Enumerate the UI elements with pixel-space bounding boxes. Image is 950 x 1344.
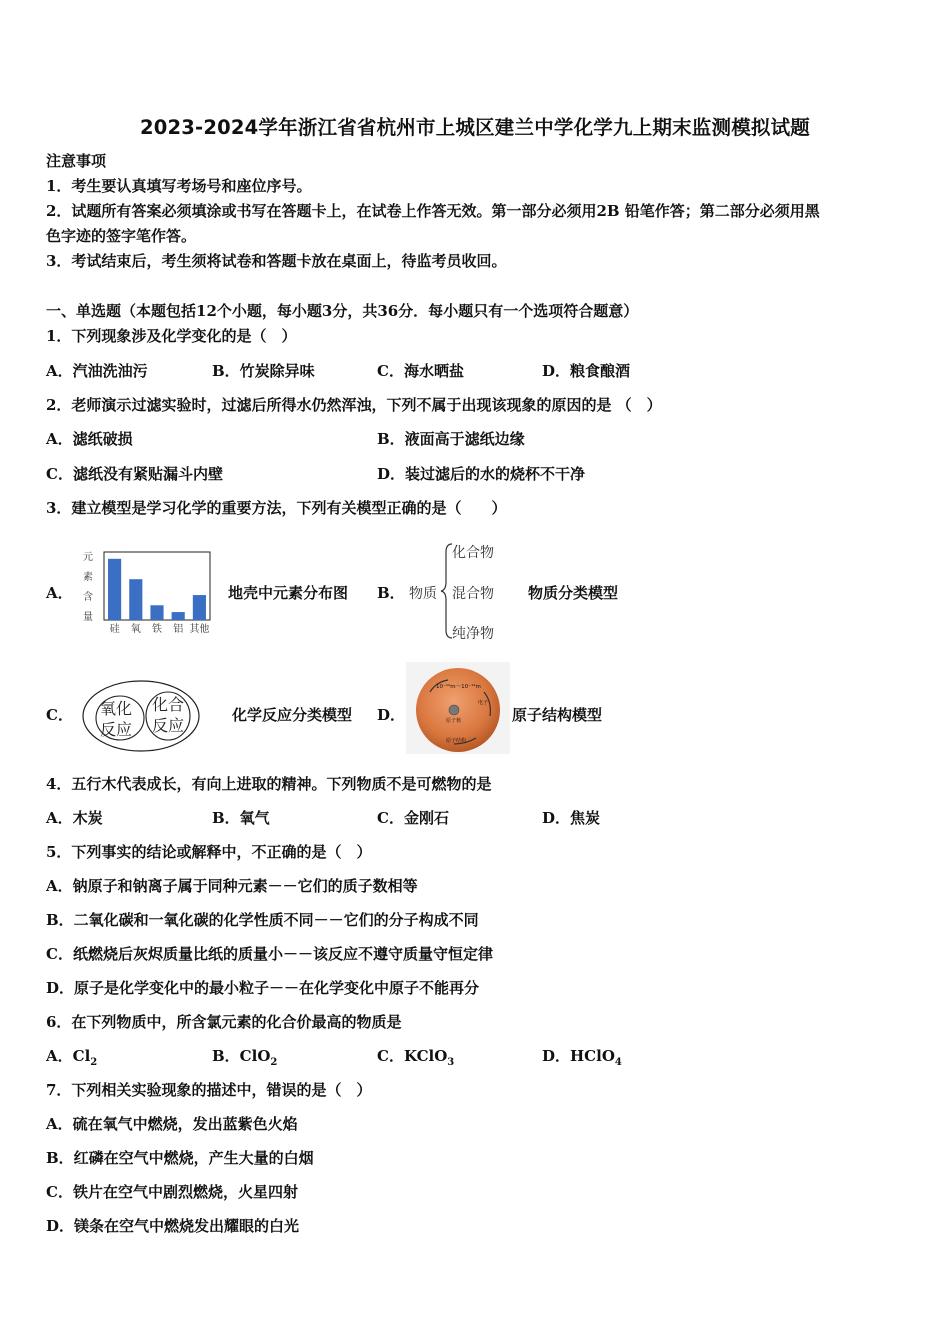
venn-right-label: 化合 反应 bbox=[152, 695, 185, 735]
q4-option-d: D．焦炭 bbox=[542, 809, 601, 827]
q5-option-c: C．纸燃烧后灰烬质量比纸的质量小－－该反应不遵守质量守恒定律 bbox=[46, 945, 493, 963]
q7-option-c: C．铁片在空气中剧烈燃烧，火星四射 bbox=[46, 1183, 298, 1201]
bar-铝 bbox=[172, 612, 185, 620]
nucleus-icon bbox=[449, 705, 459, 715]
x-tick-label: 硅 bbox=[109, 624, 120, 635]
q3-b-branch-2: 混合物 bbox=[452, 586, 494, 602]
q1-option-d: D．粮食酿酒 bbox=[542, 362, 631, 380]
q5-option-d: D．原子是化学变化中的最小粒子－－在化学变化中原子不能再分 bbox=[46, 979, 480, 997]
q7-option-a: A．硫在氧气中燃烧，发出蓝紫色火焰 bbox=[46, 1115, 298, 1133]
q6-option-a: A．$Cl_2$ bbox=[46, 1047, 98, 1068]
q6-stem: 6．在下列物质中，所含氯元素的化合价最高的物质是 bbox=[46, 1013, 402, 1031]
notice-item-3: 3．考试结束后，考生须将试卷和答题卡放在桌面上，待监考员收回。 bbox=[46, 252, 507, 270]
y-axis-label-char: 元 bbox=[83, 552, 93, 563]
page-title: 2023-2024学年浙江省省杭州市上城区建兰中学化学九上期末监测模拟试题 bbox=[139, 116, 811, 139]
q4-option-a: A．木炭 bbox=[46, 809, 103, 827]
q3-d-caption: 原子结构模型 bbox=[512, 706, 603, 724]
bar-硅 bbox=[108, 559, 121, 620]
q3-d-label: D． bbox=[377, 706, 406, 724]
y-axis-label-char: 含 bbox=[83, 592, 93, 603]
q6-option-d: D．HClO$_4$ bbox=[542, 1047, 622, 1068]
bar-氧 bbox=[129, 579, 142, 620]
q3-a-label: A． bbox=[46, 584, 73, 602]
q7-option-b: B．红磷在空气中燃烧，产生大量的白烟 bbox=[46, 1149, 314, 1167]
q3-c-caption: 化学反应分类模型 bbox=[232, 706, 353, 724]
q2-option-b: B．液面高于滤纸边缘 bbox=[377, 430, 525, 448]
q1-option-c: C．海水晒盐 bbox=[377, 362, 464, 380]
q7-stem: 7．下列相关实验现象的描述中，错误的是（ ） bbox=[46, 1081, 372, 1099]
q2-option-a: A．滤纸破损 bbox=[46, 430, 133, 448]
section-heading: 一、单选题（本题包括12个小题，每小题3分，共36分．每小题只有一个选项符合题意） bbox=[46, 302, 639, 320]
notice-item-2: 2．试题所有答案必须填涂或书写在答题卡上，在试卷上作答无效。第一部分必须用2B 铅笔作答；第二部分必须用黑 bbox=[46, 202, 820, 220]
y-axis-label-char: 素 bbox=[83, 572, 93, 583]
venn-left-label: 氧化 反应 bbox=[100, 699, 133, 739]
bar-铁 bbox=[150, 605, 163, 620]
q7-option-d: D．镁条在空气中燃烧发出耀眼的白光 bbox=[46, 1217, 300, 1235]
atom-nucleus-label: 原子核 bbox=[446, 718, 462, 724]
atom-structure-image bbox=[406, 662, 510, 754]
q2-option-c: C．滤纸没有紧贴漏斗内壁 bbox=[46, 465, 223, 483]
bar-其他 bbox=[193, 595, 206, 620]
x-tick-label: 其他 bbox=[189, 624, 210, 635]
notice-item-1: 1．考生要认真填写考场号和座位序号。 bbox=[46, 177, 312, 195]
q3-b-branch-3: 纯净物 bbox=[452, 626, 494, 642]
q1-option-a: A．汽油洗油污 bbox=[46, 362, 148, 380]
q3-b-caption: 物质分类模型 bbox=[528, 584, 619, 602]
q3-c-label: C． bbox=[46, 706, 73, 724]
atom-size-label: 10⁻¹⁰m～10⁻¹⁴m bbox=[436, 684, 481, 690]
x-tick-label: 氧 bbox=[130, 624, 141, 635]
q4-option-b: B．氧气 bbox=[212, 809, 270, 827]
q3-b-label: B． bbox=[377, 584, 405, 602]
notice-heading: 注意事项 bbox=[46, 152, 107, 170]
x-tick-label: 铝 bbox=[173, 624, 184, 635]
y-axis-label-char: 量 bbox=[83, 612, 93, 623]
q4-option-c: C．金刚石 bbox=[377, 809, 449, 827]
q2-option-d: D．装过滤后的水的烧杯不干净 bbox=[377, 465, 586, 483]
atom-electron-label: 电子 bbox=[478, 700, 489, 706]
x-tick-label: 铁 bbox=[152, 624, 162, 635]
notice-item-2-cont: 色字迹的签字笔作答。 bbox=[46, 227, 197, 245]
q5-option-a: A．钠原子和钠离子属于同种元素－－它们的质子数相等 bbox=[46, 877, 418, 895]
q3-b-root: 物质 bbox=[409, 586, 437, 602]
q5-stem: 5．下列事实的结论或解释中，不正确的是（ ） bbox=[46, 843, 372, 861]
q6-option-c: C．KClO$_3$ bbox=[377, 1047, 455, 1068]
q6-option-b: B．ClO$_2$ bbox=[212, 1047, 278, 1068]
crust-element-bar-chart bbox=[76, 546, 216, 638]
q5-option-b: B．二氧化碳和一氧化碳的化学性质不同－－它们的分子构成不同 bbox=[46, 911, 479, 929]
q4-stem: 4．五行木代表成长，有向上进取的精神。下列物质不是可燃物的是 bbox=[46, 775, 492, 793]
q1-option-b: B．竹炭除异味 bbox=[212, 362, 315, 380]
q3-a-caption: 地壳中元素分布图 bbox=[228, 584, 349, 602]
q3-stem: 3．建立模型是学习化学的重要方法，下列有关模型正确的是（ ） bbox=[46, 499, 507, 517]
atom-bottom-label: 原子结构 bbox=[446, 738, 467, 744]
q2-stem: 2．老师演示过滤实验时，过滤后所得水仍然浑浊，下列不属于出现该现象的原因的是 （ ） bbox=[46, 396, 662, 414]
q1-stem: 1．下列现象涉及化学变化的是（ ） bbox=[46, 327, 297, 345]
q3-b-branch-1: 化合物 bbox=[452, 545, 494, 561]
